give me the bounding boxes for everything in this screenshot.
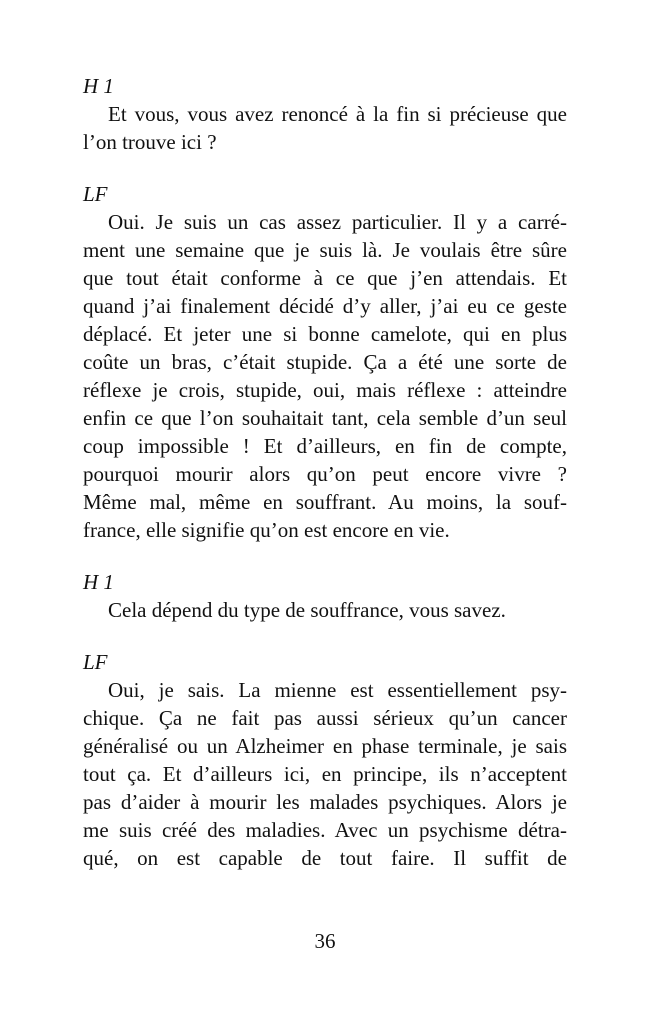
text-line: me suis créé des maladies. Avec un psychisme détra- <box>83 818 567 842</box>
text-line: réflexe je crois, stupide, oui, mais réflexe : atteindre <box>83 378 567 402</box>
dialogue-block <box>83 648 567 872</box>
text-line: coûte un bras, c’était stupide. Ça a été une sorte de <box>83 350 567 374</box>
text-line: chique. Ça ne fait pas aussi sérieux qu’un cancer <box>83 706 567 730</box>
text-line: coup impossible ! Et d’ailleurs, en fin de compte, <box>83 434 567 458</box>
speaker-label: LF <box>83 650 108 674</box>
text-line: qué, on est capable de tout faire. Il suffit de <box>83 846 567 870</box>
text-line: ment une semaine que je suis là. Je voulais être sûre <box>83 238 567 262</box>
text-line: Oui, je sais. La mienne est essentiellement psy- <box>108 678 567 702</box>
speech-text <box>83 676 567 872</box>
speaker-label: H 1 <box>83 570 114 594</box>
dialogue-block <box>83 568 567 624</box>
text-line: Cela dépend du type de souffrance, vous savez. <box>108 598 506 622</box>
text-line: l’on trouve ici ? <box>83 130 217 154</box>
text-line: déplacé. Et jeter une si bonne camelote, qui en plus <box>83 322 567 346</box>
speaker-label: LF <box>83 182 108 206</box>
speech-text <box>83 100 567 156</box>
text-line: Oui. Je suis un cas assez particulier. Il y a carré- <box>108 210 567 234</box>
text-line: Même mal, même en souffrant. Au moins, la souf- <box>83 490 567 514</box>
text-line: quand j’ai finalement décidé d’y aller, j’ai eu ce geste <box>83 294 567 318</box>
page-number: 36 <box>314 929 336 953</box>
speaker-label: H 1 <box>83 74 114 98</box>
speech-text <box>83 208 567 544</box>
text-line: Et vous, vous avez renoncé à la fin si précieuse que <box>108 102 567 126</box>
dialogue-block <box>83 72 567 156</box>
dialogue-block <box>83 180 567 544</box>
text-line: france, elle signifie qu’on est encore en vie. <box>83 518 450 542</box>
text-line: pas d’aider à mourir les malades psychiques. Alors je <box>83 790 567 814</box>
text-line: tout ça. Et d’ailleurs ici, en principe, ils n’acceptent <box>83 762 567 786</box>
book-page <box>83 72 567 896</box>
text-line: enfin ce que l’on souhaitait tant, cela semble d’un seul <box>83 406 567 430</box>
text-line: pourquoi mourir alors qu’on peut encore vivre ? <box>83 462 567 486</box>
text-line: généralisé ou un Alzheimer en phase terminale, je sais <box>83 734 567 758</box>
speech-text <box>83 596 567 624</box>
text-line: que tout était conforme à ce que j’en attendais. Et <box>83 266 567 290</box>
